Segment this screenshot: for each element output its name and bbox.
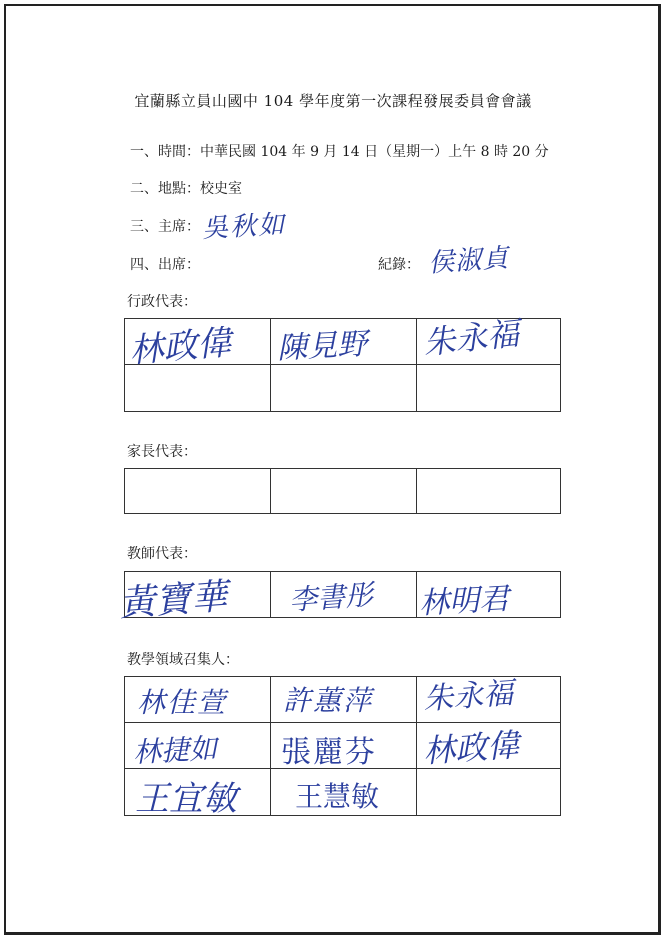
teachers-section-label: 教師代表： [127,546,197,562]
signature: 林明君 [418,581,511,622]
signature-cell [417,572,561,622]
signature-cell [125,723,271,769]
place-value: 校史室 [200,181,242,197]
signature-cell [271,319,417,365]
teachers-signature-table [117,571,561,625]
chair-line [130,216,200,236]
time-line [130,141,549,161]
signature: 林佳萱 [137,686,228,719]
attend-label: 四、出席： [130,257,200,273]
place-line [130,178,242,198]
signature-cell [271,769,417,816]
time-label: 一、時間： [130,144,200,160]
signature-cell [271,572,417,618]
recorder-line [378,254,420,274]
signature-cell [417,769,561,816]
signature: 林捷如 [132,731,218,770]
signature: 張麗芬 [281,735,377,770]
signature-cell [117,572,271,625]
signature-cell [417,723,561,769]
signature: 李書彤 [288,578,375,617]
signature-cell [417,677,561,723]
signature-cell [125,769,271,819]
signature: 朱永福 [421,314,521,362]
chair-label: 三、主席： [130,219,200,235]
recorder-label: 紀錄： [378,257,420,273]
conveners-signature-table [124,675,561,819]
signature: 黃寶華 [117,576,229,625]
signature: 王慧敏 [295,780,380,813]
recorder-signature: 侯淑貞 [427,243,511,279]
attend-line [130,254,200,274]
signature: 林政偉 [127,322,233,372]
signature-cell [271,469,417,514]
chair-signature: 吳秋如 [201,209,287,245]
document-title: 宜蘭縣立員山國中 104 學年度第一次課程發展委員會會議 [134,92,532,110]
signature-cell [271,677,417,723]
place-label: 二、地點： [130,181,200,197]
signature-cell [125,469,271,514]
signature: 林政偉 [421,725,521,771]
signature: 許蕙萍 [283,684,374,717]
signature: 陳見野 [276,326,369,367]
signature-cell [125,365,271,412]
table-row [125,677,561,723]
admin-signature-table [124,314,561,412]
table-row [125,469,561,514]
parents-section-label: 家長代表： [127,444,197,460]
signature-cell [125,319,271,372]
parents-signature-table [124,468,561,514]
table-row [125,723,561,769]
table-row [125,365,561,412]
signature-cell [417,365,561,412]
signature: 朱永福 [422,675,515,718]
admin-section-label: 行政代表： [127,294,197,310]
table-row [125,572,561,618]
time-value: 中華民國 104 年 9 月 14 日（星期一）上午 8 時 20 分 [200,144,549,160]
signature-cell [417,314,561,365]
signature-cell [271,365,417,412]
signature: 王宜敏 [135,779,237,819]
table-row [125,319,561,365]
table-row [125,769,561,816]
conveners-section-label: 教學領域召集人： [127,652,239,668]
signature-cell [417,469,561,514]
signature-cell [271,723,417,769]
signature-cell [125,677,271,723]
